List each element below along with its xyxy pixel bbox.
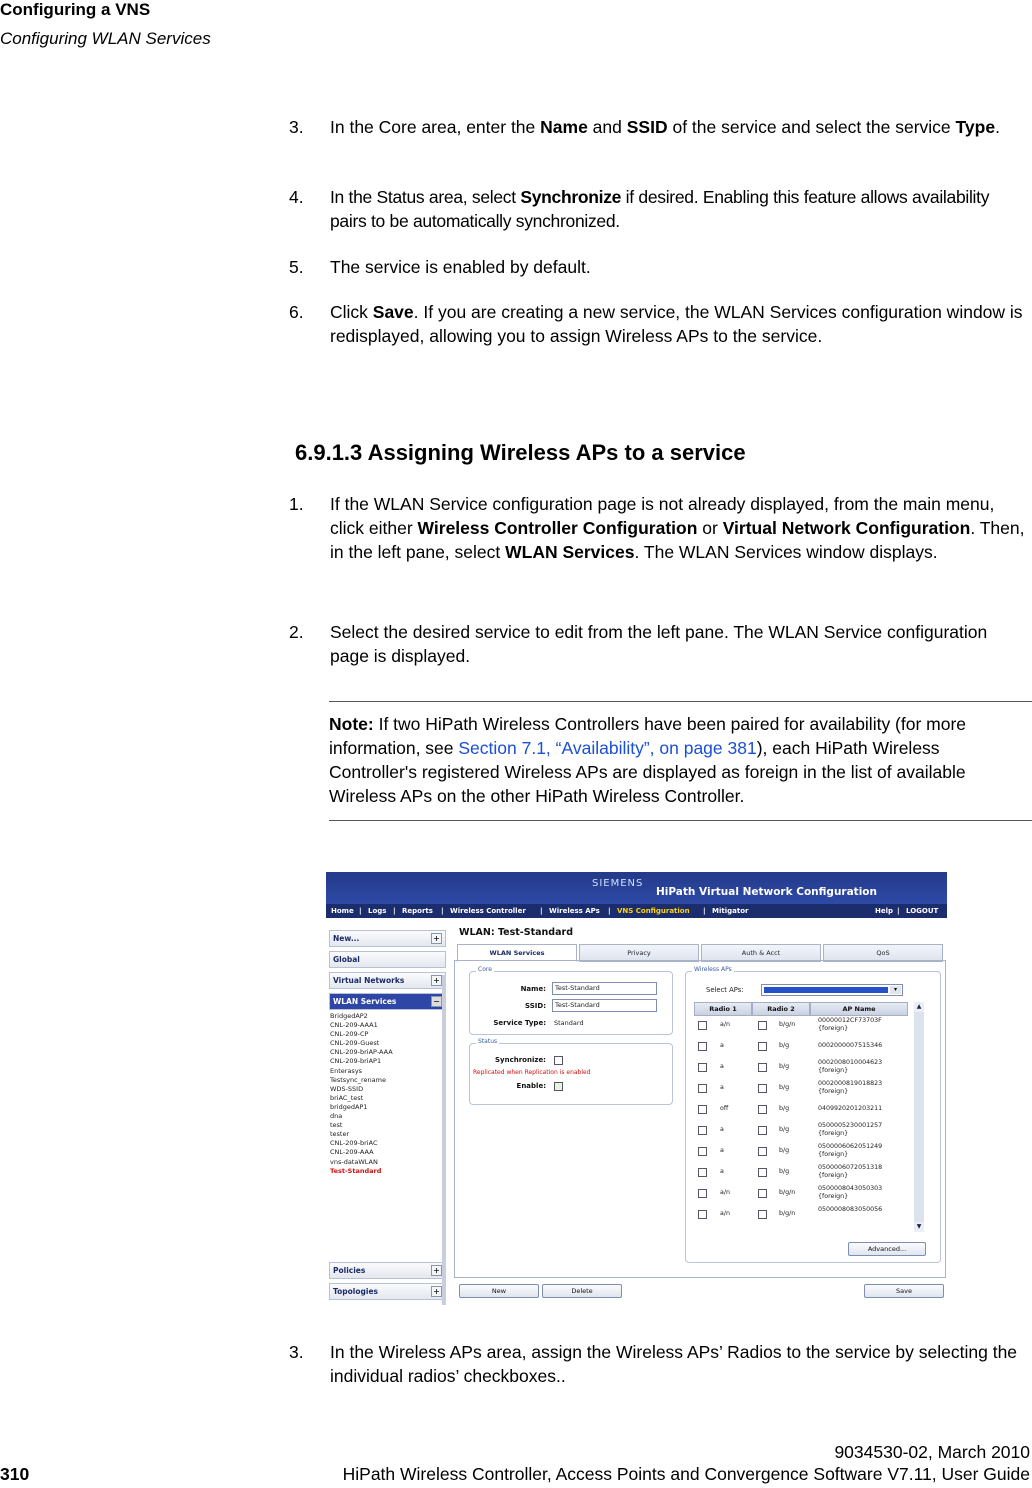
radio2-checkbox[interactable] — [758, 1105, 767, 1114]
plus-icon[interactable]: + — [431, 975, 442, 986]
synchronize-checkbox[interactable] — [554, 1056, 563, 1065]
table-row: a b/g 0500006072051318 {foreign} — [694, 1163, 914, 1183]
left-virtual-networks[interactable]: Virtual Networks + — [329, 972, 446, 989]
wlan-services-screenshot — [326, 872, 947, 1306]
wireless-aps-group — [685, 966, 941, 1263]
select-aps-label: Select APs: — [706, 986, 744, 994]
radio2-checkbox[interactable] — [758, 1168, 767, 1177]
radio1-checkbox[interactable] — [698, 1210, 707, 1219]
ap-scrollbar[interactable] — [914, 1002, 924, 1232]
nav-vns-configuration[interactable]: VNS Configuration — [617, 907, 690, 915]
service-item[interactable]: BridgedAP2 — [330, 1012, 368, 1020]
radio2-checkbox[interactable] — [758, 1042, 767, 1051]
save-button[interactable]: Save — [864, 1284, 944, 1298]
step-2-select-service: 2. Select the desired service to edit from the left pane. The WLAN Service configuration page is displayed. — [289, 622, 988, 666]
service-item[interactable]: tester — [330, 1130, 350, 1139]
synchronize-note: Replicated when Replication is enabled — [473, 1069, 591, 1076]
advanced-button[interactable]: Advanced... — [848, 1242, 926, 1256]
service-item[interactable]: WDS-SSID — [330, 1084, 364, 1093]
left-wlan-services[interactable]: WLAN Services − — [329, 993, 446, 1010]
table-row: a b/g 0002008010004623 {foreign} — [694, 1058, 914, 1078]
nav-wireless-aps[interactable]: Wireless APs — [549, 907, 600, 915]
step-4-status: 4. In the Status area, select Synchronize if desired. Enabling this feature allows availability pairs to be automatically synchronized. — [289, 187, 990, 231]
radio1-checkbox[interactable] — [698, 1168, 707, 1177]
nav-wireless-controller[interactable]: Wireless Controller — [450, 907, 526, 915]
synchronize-label: Synchronize: — [495, 1056, 546, 1064]
left-scrollbar[interactable] — [442, 975, 446, 1305]
service-item[interactable]: briAC_test — [330, 1093, 364, 1102]
col-radio-1[interactable]: Radio 1 — [694, 1002, 752, 1016]
main-nav: Home | Logs | Reports | Wireless Controller | Wireless APs | VNS Configuration | Mitigator Help | LOGOUT — [326, 904, 947, 918]
app-title: HiPath Virtual Network Configuration — [656, 886, 877, 898]
footer-page-number: 310 — [0, 1464, 30, 1484]
new-button[interactable]: New — [459, 1284, 539, 1298]
main-area — [454, 924, 944, 1306]
plus-icon[interactable]: + — [431, 933, 442, 944]
table-row: a b/g 0002000819018823 {foreign} — [694, 1079, 914, 1099]
step-3-assign-radios: 3. In the Wireless APs area, assign the Wireless APs’ Radios to the service by selecting the individual radios’ checkboxes.. — [289, 1342, 1018, 1386]
radio2-checkbox[interactable] — [758, 1147, 767, 1156]
radio2-checkbox[interactable] — [758, 1021, 767, 1030]
enable-checkbox[interactable] — [554, 1082, 563, 1091]
delete-button[interactable]: Delete — [542, 1284, 622, 1298]
service-item[interactable]: test — [330, 1121, 343, 1130]
ap-table — [694, 1002, 924, 1232]
scroll-up-icon[interactable]: ▲ — [914, 1002, 924, 1012]
service-item[interactable]: CNL-209-briAP1 — [330, 1057, 382, 1066]
radio2-checkbox[interactable] — [758, 1063, 767, 1072]
nav-reports[interactable]: Reports — [402, 907, 433, 915]
plus-icon[interactable]: + — [431, 1286, 442, 1297]
tab-privacy[interactable]: Privacy — [579, 944, 699, 962]
service-item[interactable]: CNL-209-briAP-AAA — [330, 1048, 393, 1057]
section-heading: 6.9.1.3 Assigning Wireless APs to a service — [295, 440, 746, 465]
running-header-title: Configuring a VNS — [0, 0, 151, 19]
nav-help[interactable]: Help — [875, 907, 894, 915]
window-title: WLAN: Test-Standard — [459, 927, 573, 938]
left-pane — [326, 924, 448, 1306]
nav-logout[interactable]: LOGOUT — [906, 907, 939, 915]
footer-doc-id: 9034530-02, March 2010 — [834, 1442, 1030, 1462]
nav-home[interactable]: Home — [331, 907, 354, 915]
radio1-checkbox[interactable] — [698, 1063, 707, 1072]
table-row: a b/g 0500005230001257 {foreign} — [694, 1121, 914, 1141]
status-group — [469, 1038, 673, 1105]
step-1-open-page: 1. If the WLAN Service configuration page is not already displayed, from the main menu, click either Wireless Controller Configuration or Virtual Network Configuration. Then, in the left pane, select WLAN Services. The WLAN Services window displays. — [289, 494, 1025, 562]
running-header-subtitle: Configuring WLAN Services — [0, 29, 211, 48]
tab-panel — [454, 960, 946, 1278]
service-item[interactable]: dna — [330, 1112, 343, 1121]
service-item-selected[interactable]: Test-Standard — [330, 1166, 382, 1175]
chevron-down-icon: ▾ — [890, 986, 901, 994]
nav-logs[interactable]: Logs — [368, 907, 387, 915]
service-item[interactable]: CNL-209-AAA1 — [330, 1021, 378, 1030]
table-row: a/n b/g/n 00000012CF73703F {foreign} — [694, 1016, 914, 1036]
table-row: a/n b/g/n 0500008083050056 — [694, 1205, 914, 1225]
left-new[interactable]: New... + — [329, 930, 446, 947]
service-item[interactable]: CNL-209-AAA — [330, 1148, 374, 1157]
minus-icon[interactable]: − — [431, 996, 442, 1007]
status-legend: Status — [478, 1038, 498, 1045]
tab-qos[interactable]: QoS — [823, 944, 943, 962]
radio1-checkbox[interactable] — [698, 1021, 707, 1030]
left-policies[interactable]: Policies + — [329, 1262, 446, 1279]
name-label: Name: — [520, 985, 546, 993]
step-6-save: 6. Click Save. If you are creating a new service, the WLAN Services configuration window is redisplayed, allowing you to assign Wireless APs to the service. — [289, 302, 1023, 346]
radio1-checkbox[interactable] — [698, 1084, 707, 1093]
radio2-checkbox[interactable] — [758, 1084, 767, 1093]
core-group — [469, 966, 673, 1035]
tab-wlan-services[interactable]: WLAN Services — [457, 944, 577, 962]
ssid-input[interactable]: Test-Standard — [552, 999, 657, 1012]
col-radio-2[interactable]: Radio 2 — [752, 1002, 810, 1016]
core-legend: Core — [478, 966, 492, 973]
radio1-checkbox[interactable] — [698, 1147, 707, 1156]
service-item[interactable]: bridgedAP1 — [330, 1102, 368, 1111]
table-row: a b/g 0002000007515346 — [694, 1037, 914, 1057]
service-item[interactable]: CNL-209-Guest — [330, 1039, 380, 1048]
radio1-checkbox[interactable] — [698, 1105, 707, 1114]
radio1-checkbox[interactable] — [698, 1126, 707, 1135]
service-item[interactable]: Enterasys — [330, 1066, 363, 1075]
name-input[interactable]: Test-Standard — [552, 982, 657, 995]
table-row: off b/g 0409920201203211 — [694, 1100, 914, 1120]
step-3-core: 3. In the Core area, enter the Name and SSID of the service and select the service Type. — [289, 117, 1000, 137]
radio2-checkbox[interactable] — [758, 1126, 767, 1135]
enable-label: Enable: — [516, 1082, 546, 1090]
service-type-label: Service Type: — [493, 1019, 546, 1027]
select-aps-dropdown[interactable] — [761, 984, 903, 996]
table-row: a b/g 0500006062051249 {foreign} — [694, 1142, 914, 1162]
service-list — [330, 1012, 393, 1176]
ap-rows — [694, 1016, 914, 1232]
footer-doc-title: HiPath Wireless Controller, Access Points and Convergence Software V7.11, User Guide — [342, 1464, 1030, 1484]
nav-mitigator[interactable]: Mitigator — [712, 907, 749, 915]
left-topologies[interactable]: Topologies + — [329, 1283, 446, 1300]
app-banner — [326, 872, 947, 904]
note-label: Note: — [329, 714, 374, 734]
service-item[interactable]: Testsync_rename — [330, 1075, 386, 1084]
radio2-checkbox[interactable] — [758, 1210, 767, 1219]
step-5-enabled: 5. The service is enabled by default. — [289, 257, 591, 277]
table-row: a/n b/g/n 0500008043050303 {foreign} — [694, 1184, 914, 1204]
availability-link[interactable]: Section 7.1, “Availability”, on page 381 — [458, 738, 757, 758]
wireless-aps-legend: Wireless APs — [694, 966, 732, 973]
radio1-checkbox[interactable] — [698, 1189, 707, 1198]
note-box: Note: If two HiPath Wireless Controllers have been paired for availability (for more information, see Section 7.1, “Availability”, on page 381), each HiPath Wireless Controller's registered Wireless APs are displayed as foreign in the list of available Wireless APs on the other HiPath Wireless Controller. — [329, 701, 1032, 821]
service-item[interactable]: vns-dataWLAN — [330, 1157, 378, 1166]
siemens-logo: SIEMENS — [592, 878, 644, 889]
radio1-checkbox[interactable] — [698, 1042, 707, 1051]
service-type-value: Standard — [554, 1019, 584, 1027]
ssid-label: SSID: — [525, 1002, 546, 1010]
left-global[interactable]: Global — [329, 951, 446, 968]
col-ap-name[interactable]: AP Name — [810, 1002, 908, 1016]
service-item[interactable]: CNL-209-briAC — [330, 1139, 378, 1148]
plus-icon[interactable]: + — [431, 1265, 442, 1276]
tab-auth-acct[interactable]: Auth & Acct — [701, 944, 821, 962]
scroll-down-icon[interactable]: ▼ — [914, 1222, 924, 1232]
radio2-checkbox[interactable] — [758, 1189, 767, 1198]
service-item[interactable]: CNL-209-CP — [330, 1030, 369, 1039]
